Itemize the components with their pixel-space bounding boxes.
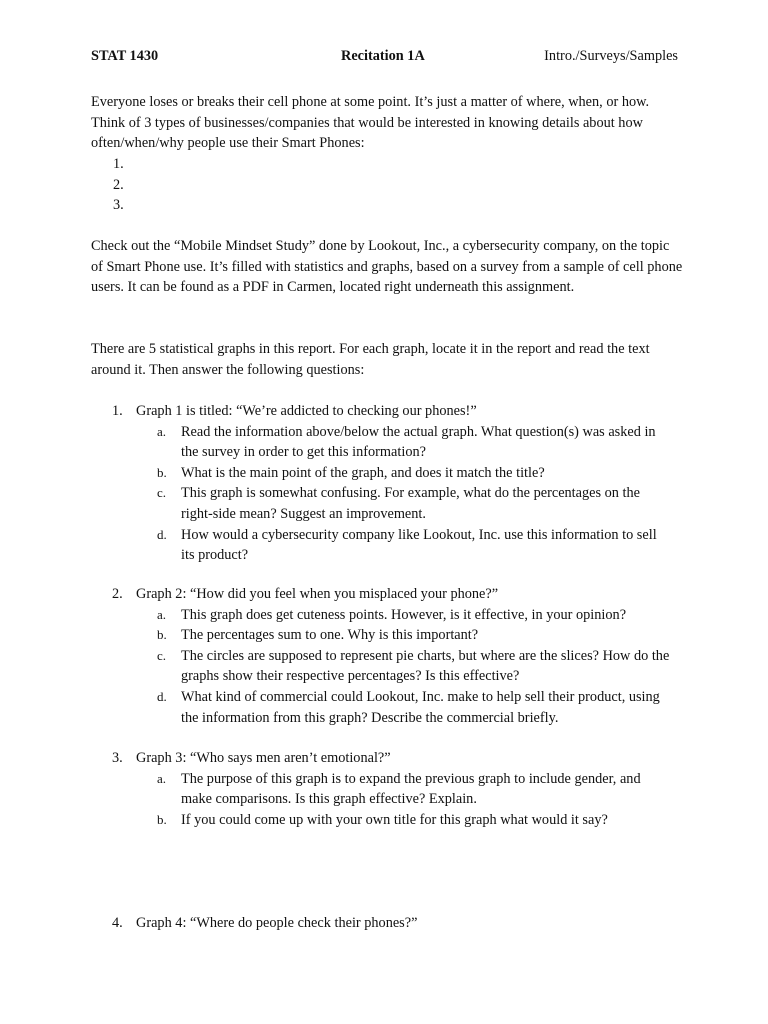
question-heading: 1. Graph 1 is titled: “We’re addicted to checking our phones!” [112,403,477,419]
sub-question: a. This graph does get cuteness points. However, is it effective, in your opinion? [157,606,627,623]
sub-question: c. This graph is somewhat confusing. For example, what do the percentages on the right-side mean? Suggest an improvement. [157,485,640,522]
sub-question: b. The percentages sum to one. Why is this important? [157,627,479,644]
sub-question: b. If you could come up with your own title for this graph what would it say? [157,811,608,828]
intro-paragraph: Everyone loses or breaks their cell phone at some point. It’s just a matter of where, when, or how. Think of 3 types of businesses/companies that would be interested in knowing details about how often/when/why people use their Smart Phones: [91,94,650,152]
recitation-title: Recitation 1A [341,48,425,64]
list-item: 2. [113,176,124,193]
sub-question: b. What is the main point of the graph, and does it match the title? [157,464,545,481]
graphs-paragraph: There are 5 statistical graphs in this report. For each graph, locate it in the report and read the text around it. Then answer the following questions: [91,341,650,378]
page-header [91,46,678,67]
question-4 [112,913,692,934]
question-heading: 3. Graph 3: “Who says men aren’t emotional?” [112,750,391,766]
sub-question: a. Read the information above/below the actual graph. What question(s) was asked in the survey in order to get this information? [157,423,656,461]
question-heading: 4. Graph 4: “Where do people check their phones?” [112,915,418,931]
question-heading: 2. Graph 2: “How did you feel when you misplaced your phone?” [112,586,499,602]
question-3 [112,748,692,830]
header-topic: Intro./Surveys/Samples [544,48,678,64]
list-item: 3. [113,197,124,214]
question-2 [112,584,692,728]
sub-question: a. The purpose of this graph is to expand the previous graph to include gender, and make comparisons. Is this graph effective? Explain. [157,770,641,808]
list-item: 1. [113,156,124,172]
sub-question: d. How would a cybersecurity company like Lookout, Inc. use this information to sell its product? [157,526,657,564]
study-paragraph: Check out the “Mobile Mindset Study” done by Lookout, Inc., a cybersecurity company, on the topic of Smart Phone use. It’s filled with statistics and graphs, based on a survey from a sample of cell phone users. It can be found as a PDF in Carmen, located right underneath this assignment. [91,238,683,296]
sub-question: c. The circles are supposed to represent pie charts, but where are the slices? How do the graphs show their respective percentages? Is this effective? [157,647,670,685]
sub-question: d. What kind of commercial could Lookout, Inc. make to help sell their product, using the information from this graph? Describe the commercial briefly. [157,688,660,726]
question-1 [112,401,692,566]
blank-list [113,154,135,216]
course-code: STAT 1430 [91,48,159,64]
